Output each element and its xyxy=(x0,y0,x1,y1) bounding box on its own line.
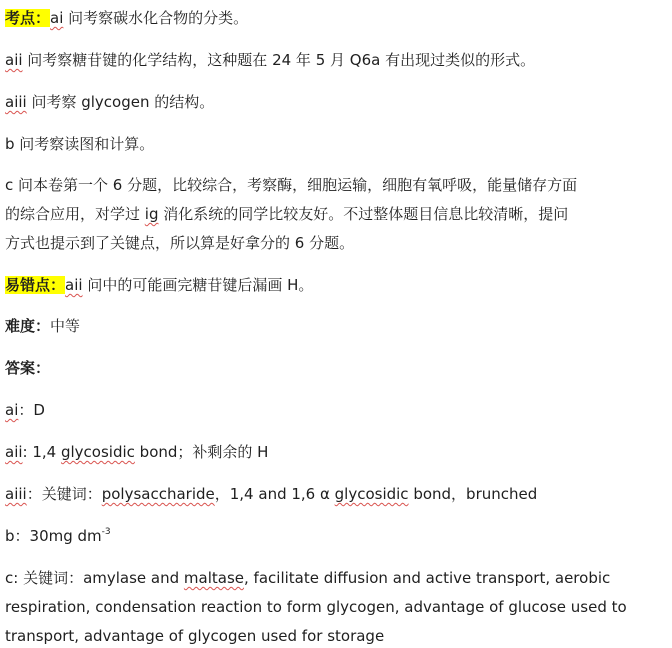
question-code: aii xyxy=(5,51,23,69)
answer-ai-text: ：D xyxy=(18,401,45,419)
exam-point-label: 考点： xyxy=(5,9,51,27)
answer-aii-line xyxy=(5,442,268,462)
exam-point-line xyxy=(5,8,248,28)
answer-text: c: 关键词：amylase and xyxy=(5,569,184,587)
polysaccharide-term: polysaccharide xyxy=(101,485,215,503)
common-mistake-text: 问中的可能画完糖苷键后漏画 H。 xyxy=(82,276,314,294)
aii-question-line xyxy=(5,50,535,70)
aiii-question-text: 问考察 glycogen 的结构。 xyxy=(26,93,215,111)
answer-heading: 答案： xyxy=(5,359,51,377)
question-code: aiii xyxy=(5,93,27,111)
aiii-question-line xyxy=(5,92,214,112)
maltase-term: maltase xyxy=(183,569,245,587)
c-question-text: 的综合应用，对学过 xyxy=(5,205,145,223)
c-question-line-2 xyxy=(5,204,568,224)
answer-b-text: b：30mg dm xyxy=(5,527,102,545)
unit-exponent: -3 xyxy=(101,527,111,537)
question-code: aiii xyxy=(5,485,27,503)
answer-c-line-2: respiration, condensation reaction to form glycogen, advantage of glucose used to xyxy=(5,598,627,616)
question-code: aii xyxy=(5,443,23,461)
answer-text: ：关键词： xyxy=(26,485,102,503)
question-code: ai xyxy=(50,9,64,27)
b-question-line: b 问考察读图和计算。 xyxy=(5,135,155,153)
c-question-line-3: 方式也提示到了关键点，所以算是好拿分的 6 分题。 xyxy=(5,234,355,252)
difficulty-label: 难度： xyxy=(5,317,51,335)
answer-text: : 1,4 xyxy=(22,443,61,461)
answer-text: , facilitate diffusion and active transport, aerobic xyxy=(244,569,611,587)
c-question-line-1: c 问本卷第一个 6 分题，比较综合，考察酶，细胞运输，细胞有氧呼吸，能量储存方面 xyxy=(5,176,578,194)
answer-c-line-1 xyxy=(5,568,610,588)
answer-text: bond；补剩余的 H xyxy=(134,443,269,461)
answer-ai-line xyxy=(5,400,45,420)
exam-point-text: 问考察碳水化合物的分类。 xyxy=(63,9,249,27)
question-code: aii xyxy=(65,276,83,294)
aii-question-text: 问考察糖苷键的化学结构，这种题在 24 年 5 月 Q6a 有出现过类似的形式。 xyxy=(22,51,536,69)
answer-c-line-3: transport, advantage of glycogen used for storage xyxy=(5,627,385,645)
difficulty-line xyxy=(5,316,80,336)
answer-text: ，1,4 and 1,6 α xyxy=(214,485,335,503)
common-mistake-line xyxy=(5,275,313,295)
difficulty-value: 中等 xyxy=(50,317,81,335)
glycosidic-term: glycosidic xyxy=(334,485,409,503)
ig-code: ig xyxy=(144,205,159,223)
common-mistake-label: 易错点： xyxy=(5,276,66,294)
question-code: ai xyxy=(5,401,19,419)
glycosidic-term: glycosidic xyxy=(60,443,135,461)
answer-text: bond，brunched xyxy=(408,485,538,503)
answer-aiii-line xyxy=(5,484,537,504)
answer-b-line xyxy=(5,526,111,546)
c-question-text: 消化系统的同学比较友好。不过整体题目信息比较清晰，提问 xyxy=(158,205,569,223)
